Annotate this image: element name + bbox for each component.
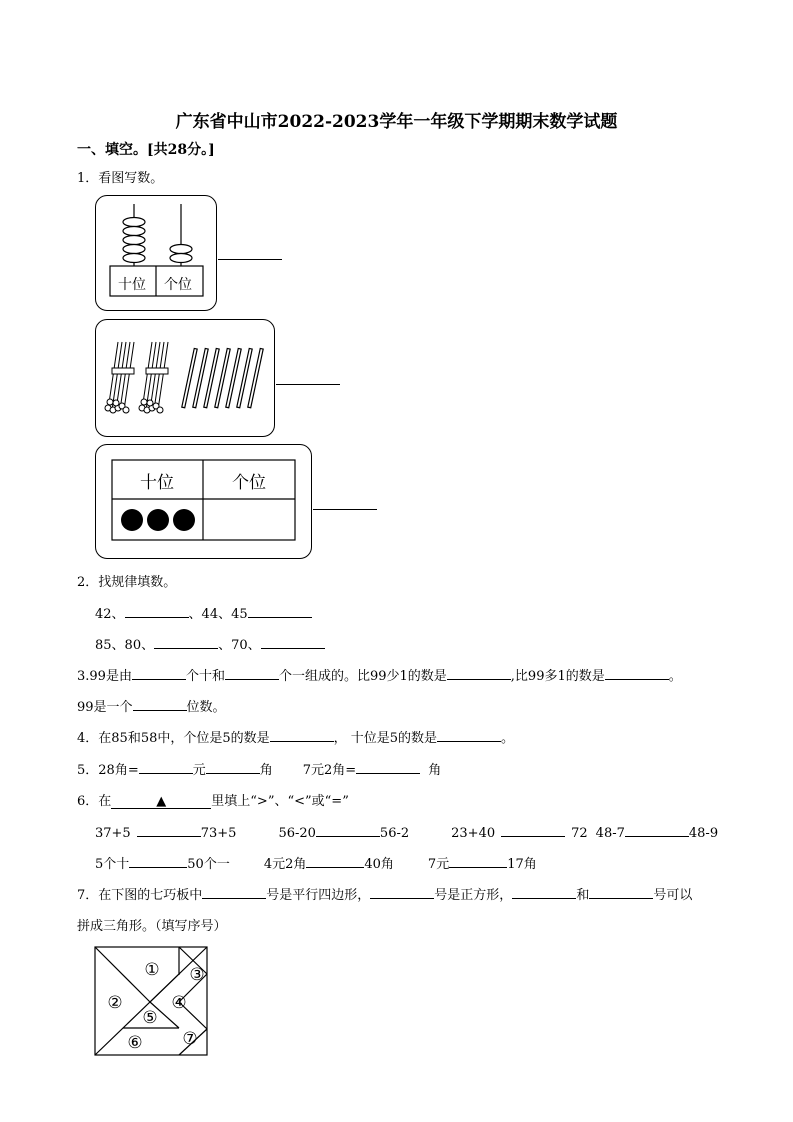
q2-row2-part1: 85、80、 <box>95 638 155 653</box>
triangle-icon: ▲ <box>156 794 167 809</box>
q6-expr-7: 48-7 <box>595 826 625 841</box>
section-heading: 一、填空。[共28分。] <box>77 142 215 158</box>
q7-blank-1[interactable] <box>202 884 266 899</box>
place-value-figure <box>95 444 312 559</box>
question-6-row-1 <box>95 822 718 841</box>
q7-text-2: 号是平行四边形， <box>266 888 371 903</box>
q3-text-1: 3.99是由 <box>77 669 132 684</box>
page-title: 广东省中山市2022-2023学年一年级下学期期末数学试题 <box>175 112 618 132</box>
q6-expr-2: 73+5 <box>200 826 237 841</box>
question-2-row-1 <box>95 603 312 622</box>
q7-text-1: 7．在下图的七巧板中 <box>77 888 203 903</box>
q6-triangle-blank <box>111 794 211 809</box>
q5-text-1: 5．28角= <box>77 763 139 778</box>
bundle-of-ten-2 <box>139 342 168 413</box>
tangram-piece-7: ⑦ <box>182 1029 198 1049</box>
abacus-ones-label: 个位 <box>164 277 192 293</box>
q4-blank-2[interactable] <box>437 727 501 742</box>
question-2-row-2 <box>95 634 325 653</box>
q6-expr-12: 40角 <box>364 857 394 872</box>
q3-blank-3[interactable] <box>447 665 511 680</box>
q6-text-1: 6．在 <box>77 794 112 809</box>
q3-text-7: 位数。 <box>186 700 226 715</box>
q3-blank-1[interactable] <box>132 665 186 680</box>
q6-blank-3[interactable] <box>501 822 565 837</box>
q2-blank-2[interactable] <box>248 603 312 618</box>
q6-expr-8: 48-9 <box>688 826 719 841</box>
answer-line-1b[interactable] <box>276 384 340 385</box>
question-6-row-2 <box>95 853 537 872</box>
q3-blank-2[interactable] <box>225 665 279 680</box>
q3-blank-5[interactable] <box>133 696 187 711</box>
q6-blank-4[interactable] <box>625 822 689 837</box>
question-3-line-1 <box>77 665 682 684</box>
q7-text-4: 和 <box>576 888 590 903</box>
q5-text-4: 7元2角= <box>302 763 357 778</box>
q7-blank-2[interactable] <box>370 884 434 899</box>
q6-expr-6: 72 <box>571 826 588 841</box>
sticks-drawing <box>96 320 274 436</box>
question-1-label: 1．看图写数。 <box>77 171 164 186</box>
q2-row1-part1: 42、 <box>95 607 125 622</box>
sticks-figure <box>95 319 275 437</box>
q5-text-3: 角 <box>259 763 273 778</box>
q6-expr-9: 5个十 <box>95 857 130 872</box>
question-3-line-2 <box>77 696 226 715</box>
table-ones-label: 个位 <box>232 473 266 493</box>
q5-text-2: 元 <box>192 763 206 778</box>
table-tens-label: 十位 <box>140 473 174 493</box>
q6-expr-10: 50个一 <box>187 857 230 872</box>
tangram-piece-4: ④ <box>171 993 187 1013</box>
q7-text-5: 号可以 <box>653 888 693 903</box>
q2-row1-part2: 、44、45 <box>188 607 248 622</box>
tangram-piece-5: ⑤ <box>142 1008 158 1028</box>
q6-expr-4: 56-2 <box>379 826 410 841</box>
q4-text-2: ， 十位是5的数是 <box>333 731 438 746</box>
q3-text-5: 。 <box>668 669 682 684</box>
q6-expr-14: 17角 <box>507 857 537 872</box>
tangram-piece-6: ⑥ <box>127 1033 143 1053</box>
q6-text-2: 里填上“>”、“<”或“=” <box>211 794 349 809</box>
q6-expr-3: 56-20 <box>278 826 316 841</box>
q6-blank-7[interactable] <box>449 853 507 868</box>
q6-expr-1: 37+5 <box>95 826 131 841</box>
q2-blank-3[interactable] <box>154 634 218 649</box>
question-5 <box>77 759 441 778</box>
question-4 <box>77 727 514 746</box>
q4-text-1: 4．在85和58中，个位是5的数是 <box>77 731 270 746</box>
q6-blank-2[interactable] <box>316 822 380 837</box>
question-6-label <box>77 790 349 809</box>
question-7-line-2: 拼成三角形。（填写序号） <box>77 919 227 934</box>
tangram-figure <box>94 946 209 1057</box>
q6-blank-5[interactable] <box>129 853 187 868</box>
question-2-label: 2．找规律填数。 <box>77 575 177 590</box>
q6-expr-13: 7元 <box>427 857 450 872</box>
abacus-drawing <box>96 196 216 310</box>
q6-expr-5: 23+40 <box>451 826 496 841</box>
abacus-figure <box>95 195 217 311</box>
q5-text-5: 角 <box>428 763 442 778</box>
q7-text-3: 号是正方形， <box>434 888 513 903</box>
q5-blank-3[interactable] <box>356 759 420 774</box>
q7-blank-3[interactable] <box>512 884 576 899</box>
q3-blank-4[interactable] <box>605 665 669 680</box>
question-7-line-1 <box>77 884 692 903</box>
q6-blank-6[interactable] <box>306 853 364 868</box>
q4-text-3: 。 <box>501 731 515 746</box>
bundle-of-ten-1 <box>105 342 134 413</box>
q2-blank-4[interactable] <box>261 634 325 649</box>
single-sticks <box>182 348 263 407</box>
tangram-piece-2: ② <box>107 993 123 1013</box>
q6-blank-1[interactable] <box>137 822 201 837</box>
q4-blank-1[interactable] <box>270 727 334 742</box>
q5-blank-2[interactable] <box>206 759 260 774</box>
tangram-piece-3: ③ <box>189 965 205 985</box>
abacus-tens-label: 十位 <box>118 277 146 293</box>
q5-blank-1[interactable] <box>139 759 193 774</box>
q3-text-2: 个十和 <box>185 669 225 684</box>
q7-blank-4[interactable] <box>589 884 653 899</box>
answer-line-1c[interactable] <box>313 509 377 510</box>
q6-expr-11: 4元2角 <box>263 857 307 872</box>
q3-text-3: 个一组成的。比99少1的数是 <box>278 669 447 684</box>
q2-row2-part2: 、70、 <box>218 638 261 653</box>
tangram-piece-1: ① <box>144 960 160 980</box>
q2-blank-1[interactable] <box>125 603 189 618</box>
q3-text-4: ,比99多1的数是 <box>510 669 605 684</box>
answer-line-1a[interactable] <box>218 259 282 260</box>
q3-text-6: 99是一个 <box>77 700 133 715</box>
place-value-table <box>96 445 311 558</box>
